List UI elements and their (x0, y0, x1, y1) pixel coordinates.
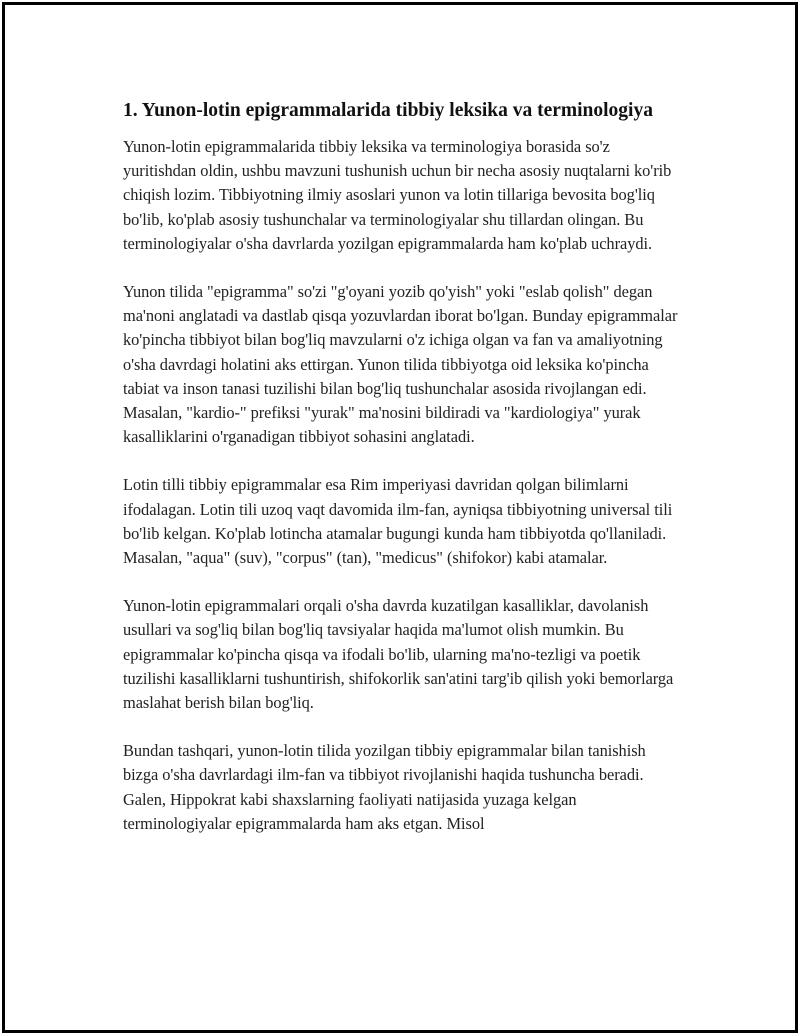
paragraph-latin: Lotin tilli tibbiy epigrammalar esa Rim imperiyasi davridan qolgan bilimlarni ifodalagan. Lotin tili uzoq vaqt davomida ilm-fan, ayniqsa tibbiyotning universal tili bo'lib kelgan. Ko'plab lotincha atamalar bugungi kunda ham tibbiyotda qo'llaniladi. Masalan, "aqua" (suv), "corpus" (tan), "medicus" (shifokor) kabi atamalar. (123, 475, 673, 568)
document-body (123, 97, 683, 860)
page-frame (2, 2, 798, 1033)
paragraph-epigrams: Yunon-lotin epigrammalari orqali o'sha davrda kuzatilgan kasalliklar, davolanish usullari va sog'liq bilan bog'liq tavsiyalar haqida ma'lumot olish mumkin. Bu epigrammalar ko'pincha qisqa va ifodali bo'lib, ularning ma'no-tezligi va poetik tuzilishi kasalliklarni tushuntirish, shifokorlik san'atini targ'ib qilish yoki bemorlarga maslahat berish bilan bog'liq. (123, 596, 674, 713)
section-heading: 1. Yunon-lotin epigrammalarida tibbiy leksika va terminologiya (123, 100, 653, 121)
paragraph-intro: Yunon-lotin epigrammalarida tibbiy leksika va terminologiya borasida so'z yuritishdan oldin, ushbu mavzuni tushunish uchun bir necha asosiy nuqtalarni ko'rib chiqish lozim. Tibbiyotning ilmiy asoslari yunon va lotin tillariga bevosita bog'liq bo'lib, ko'plab asosiy tushunchalar va terminologiyalar shu tillardan olingan. Bu terminologiyalar o'sha davrlarda yozilgan epigrammalarda ham ko'plab uchraydi. (123, 137, 672, 253)
paragraph-conclusion: Bundan tashqari, yunon-lotin tilida yozilgan tibbiy epigrammalar bilan tanishish bizga o'sha davrlardagi ilm-fan va tibbiyot rivojlanishi haqida tushuncha beradi. Galen, Hippokrat kabi shaxslarning faoliyati natijasida yuzaga kelgan terminologiyalar epigrammalarda ham aks etgan. Misol (123, 741, 646, 833)
paragraph-greek: Yunon tilida "epigramma" so'zi "g'oyani yozib qo'yish" yoki "eslab qolish" degan ma'noni anglatadi va dastlab qisqa yozuvlardan iborat bo'lgan. Bunday epigrammalar ko'pincha tibbiyot bilan bog'liq mavzularni o'z ichiga olgan va fan va amaliyotning o'sha davrdagi holatini aks ettirgan. Yunon tilida tibbiyotga oid leksika ko'pincha tabiat va inson tanasi tuzilishi bilan bog'liq tushunchalar asosida rivojlangan edi. Masalan, "kardio-" prefiksi "yurak" ma'nosini bildiradi va "kardiologiya" yurak kasalliklarini o'rganadigan tibbiyot sohasini anglatadi. (123, 282, 678, 447)
